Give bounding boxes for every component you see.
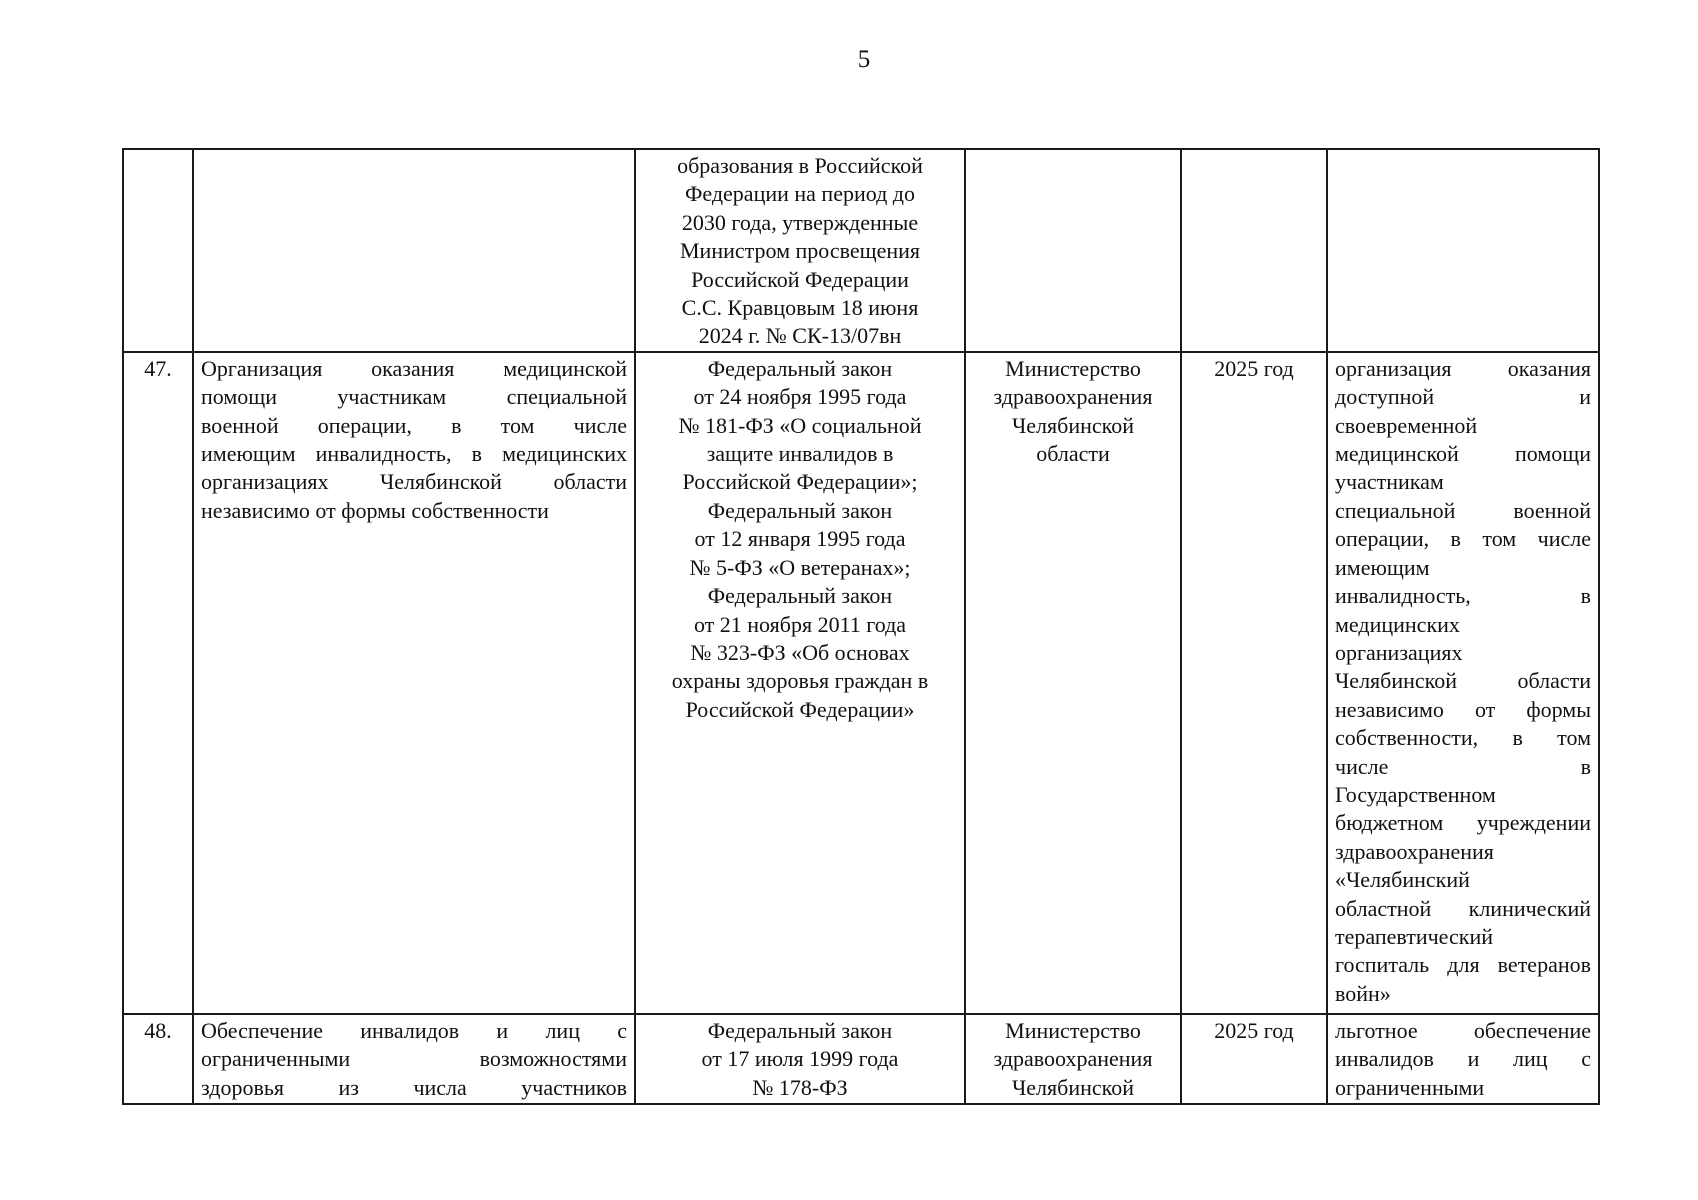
measure-name-line: помощи участникам специальной <box>201 384 627 410</box>
legal-basis-line: Федеральный закон <box>707 1017 893 1043</box>
legal-basis-line: от 12 января 1995 года <box>694 526 906 552</box>
legal-basis-line: № 323-ФЗ «Об основах <box>690 639 910 665</box>
result-line: госпиталь для ветеранов <box>1335 952 1591 978</box>
legal-basis-line: 2030 года, утвержденные <box>681 209 919 235</box>
legal-basis-line: 2024 г. № СК-13/07вн <box>698 323 902 349</box>
result-line: специальной военной <box>1335 497 1591 523</box>
legal-basis-line: Федеральный закон <box>707 497 893 523</box>
executor-cell <box>965 1014 1181 1104</box>
result-line: инвалидов и лиц с <box>1335 1046 1591 1072</box>
result-line: доступной и <box>1335 384 1591 410</box>
executor-line: Министерство <box>1005 1017 1141 1043</box>
legal-basis-line: Федерации на период до <box>684 181 915 207</box>
measure-name-line: ограниченными возможностями <box>201 1046 627 1072</box>
result-line: «Челябинский <box>1335 867 1470 893</box>
measure-name-line: Организация оказания медицинской <box>201 355 627 381</box>
result-line: бюджетном учреждении <box>1335 810 1591 836</box>
table-row <box>123 149 1599 352</box>
executor-cell <box>965 149 1181 352</box>
executor-cell <box>965 352 1181 1014</box>
result-line: операции, в том числе <box>1335 526 1591 552</box>
legal-basis-cell <box>635 149 965 352</box>
legal-basis-line: № 178-ФЗ <box>752 1074 848 1100</box>
measure-name-line: организациях Челябинской области <box>201 469 627 495</box>
table-row <box>123 352 1599 1014</box>
result-line: своевременной <box>1335 412 1478 438</box>
term-cell: 2025 год <box>1181 1014 1327 1104</box>
legal-basis-cell <box>635 1014 965 1104</box>
result-line: Челябинской области <box>1335 668 1591 694</box>
legal-basis-line: № 181-ФЗ «О социальной <box>678 412 922 438</box>
result-cell <box>1327 1014 1599 1104</box>
measures-table <box>122 148 1600 1105</box>
executor-line: Челябинской <box>1011 412 1134 438</box>
executor-line: области <box>1036 441 1110 467</box>
measure-name-line: независимо от формы собственности <box>201 497 549 523</box>
result-line: терапевтический <box>1335 923 1493 949</box>
measure-name-line: Обеспечение инвалидов и лиц с <box>201 1017 627 1043</box>
result-cell <box>1327 352 1599 1014</box>
page-number: 5 <box>857 46 871 73</box>
legal-basis-line: охраны здоровья граждан в <box>671 668 929 694</box>
legal-basis-line: Российской Федерации <box>691 266 909 292</box>
result-line: организация оказания <box>1335 355 1591 381</box>
measure-name-line: имеющим инвалидность, в медицинских <box>201 441 627 467</box>
term-cell: 2025 год <box>1181 352 1327 1014</box>
result-line: областной клинический <box>1335 895 1591 921</box>
result-line: числе в <box>1335 753 1591 779</box>
legal-basis-line: Российской Федерации»; <box>682 469 918 495</box>
legal-basis-cell <box>635 352 965 1014</box>
result-line: Государственном <box>1335 781 1496 807</box>
measure-name-cell <box>193 352 635 1014</box>
measure-name-line: военной операции, в том числе <box>201 412 627 438</box>
legal-basis-line: Российской Федерации» <box>685 696 915 722</box>
legal-basis-line: № 5-ФЗ «О ветеранах»; <box>689 554 911 580</box>
result-line: здравоохранения <box>1335 838 1494 864</box>
result-line: собственности, в том <box>1335 725 1591 751</box>
result-line: участникам <box>1335 469 1444 495</box>
result-line: медицинских <box>1335 611 1460 637</box>
measure-name-line: здоровья из числа участников <box>201 1074 627 1100</box>
legal-basis-line: от 24 ноября 1995 года <box>693 384 907 410</box>
result-line: организациях <box>1335 639 1463 665</box>
legal-basis-line: Федеральный закон <box>707 583 893 609</box>
measure-name-cell <box>193 149 635 352</box>
legal-basis-line: Федеральный закон <box>707 355 893 381</box>
result-line: медицинской помощи <box>1335 441 1591 467</box>
row-number-cell: 47. <box>123 352 193 1014</box>
table-row <box>123 1014 1599 1104</box>
executor-line: Челябинской <box>1011 1074 1134 1100</box>
legal-basis-line: от 17 июля 1999 года <box>701 1046 899 1072</box>
row-number-cell <box>123 149 193 352</box>
legal-basis-line: защите инвалидов в <box>706 441 894 467</box>
row-number-cell: 48. <box>123 1014 193 1104</box>
result-line: имеющим <box>1335 554 1430 580</box>
result-line: независимо от формы <box>1335 696 1591 722</box>
result-line: льготное обеспечение <box>1335 1017 1591 1043</box>
table-body <box>123 149 1599 1104</box>
executor-line: Министерство <box>1005 355 1141 381</box>
legal-basis-line: от 21 ноября 2011 года <box>693 611 907 637</box>
result-line: войн» <box>1335 980 1391 1006</box>
executor-line: здравоохранения <box>993 1046 1153 1072</box>
measure-name-cell <box>193 1014 635 1104</box>
result-cell <box>1327 149 1599 352</box>
result-line: ограниченными <box>1335 1074 1485 1100</box>
executor-line: здравоохранения <box>993 384 1153 410</box>
legal-basis-line: Министром просвещения <box>679 238 920 264</box>
legal-basis-line: С.С. Кравцовым 18 июня <box>681 295 919 321</box>
legal-basis-line: образования в Российской <box>677 153 923 178</box>
term-cell <box>1181 149 1327 352</box>
result-line: инвалидность, в <box>1335 583 1591 609</box>
